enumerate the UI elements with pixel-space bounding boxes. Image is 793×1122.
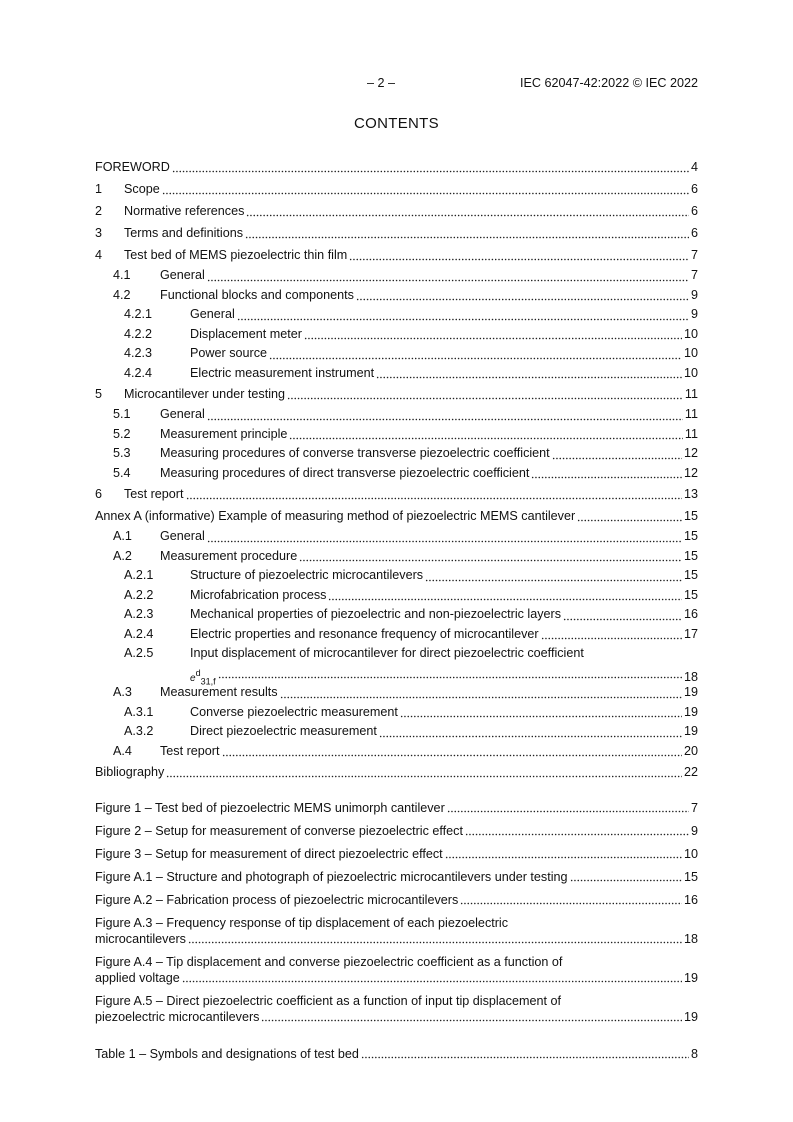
- toc-entry-title: Structure of piezoelectric microcantilevers: [190, 568, 424, 582]
- toc-entry-page: 6: [690, 204, 698, 218]
- toc-entry-title: Measuring procedures of converse transverse piezoelectric coefficient: [160, 446, 550, 460]
- leader-dots: [379, 722, 682, 742]
- leader-dots: [207, 405, 683, 425]
- toc-entry-page: 15: [683, 568, 698, 582]
- toc-entry-number: 1: [95, 182, 103, 196]
- toc-entry[interactable]: [95, 547, 698, 567]
- leader-dots: [218, 664, 682, 684]
- toc-entry-number: A.2.2: [124, 587, 154, 602]
- leader-dots: [289, 425, 683, 445]
- toc-entry[interactable]: [95, 625, 698, 645]
- toc-entry-page: 6: [690, 182, 698, 196]
- leader-dots: [207, 527, 682, 547]
- toc-entry-page: 7: [690, 248, 698, 262]
- list-of-figures: [95, 800, 698, 1032]
- figure-entry[interactable]: [95, 869, 698, 885]
- toc-entry-title: Measurement principle: [160, 426, 288, 441]
- toc-entry-title: Test report: [124, 487, 184, 501]
- toc-entry-page: 15: [683, 529, 698, 543]
- toc-entry[interactable]: [95, 722, 698, 742]
- toc-entry-page: 15: [683, 509, 698, 523]
- toc-entry-page: 20: [683, 743, 698, 758]
- figure-entry-title: piezoelectric microcantilevers: [95, 1010, 260, 1024]
- toc-entry-page: 22: [683, 765, 698, 779]
- toc-entry[interactable]: [95, 566, 698, 586]
- toc-entry[interactable]: [95, 244, 698, 266]
- leader-dots: [425, 566, 682, 586]
- toc-entry[interactable]: [95, 286, 698, 306]
- leader-dots: [552, 444, 682, 464]
- figure-entry-page: 9: [690, 824, 698, 838]
- toc-entry-number: A.2.1: [124, 568, 154, 582]
- leader-dots: [541, 625, 682, 645]
- toc-entry-wrapped: [190, 644, 698, 687]
- leader-dots: [445, 846, 682, 862]
- figure-entry-page: 15: [683, 870, 698, 884]
- toc-entry[interactable]: [95, 425, 698, 445]
- toc-entry-title: Displacement meter: [190, 326, 302, 341]
- toc-entry[interactable]: [95, 344, 698, 364]
- toc-entry-number: 5.4: [113, 465, 131, 480]
- figure-entry-page: 19: [683, 971, 698, 985]
- toc-entry-number: A.1: [113, 529, 132, 543]
- toc-entry-title: General: [160, 268, 205, 282]
- toc-entry-title: Annex A (informative) Example of measuring method of piezoelectric MEMS cantilever: [95, 509, 576, 523]
- toc-entry-page: 10: [683, 326, 698, 341]
- toc-entry[interactable]: [95, 178, 698, 200]
- toc-entry-page: 17: [683, 626, 698, 641]
- toc-entry[interactable]: [95, 644, 698, 687]
- page-title: CONTENTS: [354, 115, 439, 132]
- toc-entry[interactable]: [95, 742, 698, 762]
- toc-entry-title: Electric measurement instrument: [190, 365, 375, 380]
- figure-entry[interactable]: [95, 954, 698, 986]
- toc-entry-number: 4.2: [113, 287, 131, 302]
- figure-entry-title: Figure A.4 – Tip displacement and converse piezoelectric coefficient as a function of: [95, 955, 563, 969]
- leader-dots: [570, 869, 682, 885]
- toc-entry-number: 4.2.3: [124, 346, 153, 360]
- figure-entry-title: Figure A.3 – Frequency response of tip displacement of each piezoelectric: [95, 916, 509, 930]
- toc-entry-page: 19: [683, 704, 698, 719]
- toc-entry-number: A.4: [113, 743, 132, 758]
- table-entry[interactable]: [95, 1046, 698, 1062]
- toc-entry-page: 7: [690, 268, 698, 282]
- leader-dots: [531, 464, 682, 484]
- figure-entry-line: [95, 915, 698, 931]
- figure-entry-title: microcantilevers: [95, 932, 186, 946]
- toc-entry-title: Input displacement of microcantilever for direct piezoelectric coefficient: [190, 646, 584, 660]
- figure-entry-line: [95, 1009, 698, 1025]
- toc-entry-number: 4: [95, 248, 103, 262]
- leader-dots: [447, 800, 689, 816]
- toc-entry-title: FOREWORD: [95, 160, 170, 174]
- leader-dots: [356, 286, 689, 306]
- leader-dots: [280, 683, 682, 703]
- toc-entry-page: 18: [683, 669, 698, 684]
- figure-entry-title: Figure A.2 – Fabrication process of piezoelectric microcantilevers: [95, 893, 459, 907]
- leader-dots: [465, 823, 689, 839]
- toc-entry-title: General: [190, 307, 235, 321]
- toc-entry-page: 19: [683, 685, 698, 699]
- toc-entry-title: Test bed of MEMS piezoelectric thin film: [124, 248, 348, 262]
- figure-entry[interactable]: [95, 823, 698, 839]
- figure-entry-page: 7: [690, 801, 698, 815]
- figure-entry-page: 16: [683, 893, 698, 907]
- figure-entry[interactable]: [95, 892, 698, 908]
- toc-entry[interactable]: [95, 586, 698, 606]
- toc-entry-page: 15: [683, 587, 698, 602]
- toc-entry-title: Microcantilever under testing: [124, 387, 285, 401]
- toc-entry-title: Electric properties and resonance frequency of microcantilever: [190, 626, 539, 641]
- toc-entry-number: 5: [95, 387, 103, 401]
- leader-dots: [460, 892, 682, 908]
- leader-dots: [186, 483, 682, 505]
- toc-entry-title: Measuring procedures of direct transverse piezoelectric coefficient: [160, 465, 530, 480]
- toc-entry-number: 6: [95, 487, 103, 501]
- list-of-tables: [95, 1046, 698, 1069]
- figure-entry-line: [95, 892, 698, 908]
- toc-entry[interactable]: [95, 464, 698, 484]
- figure-entry-page: 10: [683, 847, 698, 861]
- toc-entry-page: 10: [683, 365, 698, 380]
- toc-entry-page: 4: [690, 160, 698, 174]
- leader-dots: [182, 970, 682, 986]
- figure-entry-line: [95, 931, 698, 947]
- figure-entry[interactable]: [95, 915, 698, 947]
- toc-entry-number: 4.1: [113, 268, 131, 282]
- toc-entry-page: 13: [683, 487, 698, 501]
- symbol-base: e: [190, 672, 196, 684]
- toc-entry-page: 15: [683, 548, 698, 563]
- toc-entry-number: A.3.1: [124, 704, 154, 719]
- figure-entry-page: 18: [683, 932, 698, 946]
- toc-entry-line2: [190, 664, 698, 687]
- figure-entry[interactable]: [95, 846, 698, 862]
- toc-entry[interactable]: [95, 527, 698, 547]
- toc-entry[interactable]: [95, 266, 698, 286]
- leader-dots: [188, 931, 682, 947]
- leader-dots: [222, 742, 682, 762]
- figure-entry-title: Figure A.5 – Direct piezoelectric coefficient as a function of input tip displacement of: [95, 994, 561, 1008]
- toc-entry-number: A.3.2: [124, 724, 154, 738]
- leader-dots: [172, 156, 689, 178]
- toc-entry-page: 9: [690, 287, 698, 302]
- toc-entry[interactable]: [95, 683, 698, 703]
- toc-entry-page: 16: [683, 607, 698, 621]
- toc-entry-title: General: [160, 529, 205, 543]
- table-entry-title: Table 1 – Symbols and designations of test bed: [95, 1047, 359, 1061]
- toc-entry[interactable]: [95, 364, 698, 384]
- toc-entry-title: Direct piezoelectric measurement: [190, 724, 377, 738]
- toc-entry-title: Normative references: [124, 204, 245, 218]
- toc-entry-page: 19: [683, 724, 698, 738]
- toc-entry-number: 3: [95, 226, 103, 240]
- figure-entry-line: [95, 846, 698, 862]
- toc-entry-title: Functional blocks and components: [160, 287, 354, 302]
- symbol-sub: 31,f: [200, 676, 216, 687]
- figure-entry-line: [95, 823, 698, 839]
- leader-dots: [563, 605, 682, 625]
- leader-dots: [287, 383, 683, 405]
- figure-entry-title: Figure 1 – Test bed of piezoelectric MEMS unimorph cantilever: [95, 801, 445, 815]
- figure-entry-line: [95, 869, 698, 885]
- toc-entry-number: 5.1: [113, 407, 131, 421]
- leader-dots: [162, 178, 689, 200]
- leader-dots: [299, 547, 682, 567]
- toc-entry-number: A.3: [113, 685, 132, 699]
- figure-entry-title: Figure 3 – Setup for measurement of direct piezoelectric effect: [95, 847, 443, 861]
- toc-entry-title: Microfabrication process: [190, 587, 327, 602]
- table-entry-line: [95, 1046, 698, 1062]
- toc-entry-title: Power source: [190, 346, 267, 360]
- leader-dots: [376, 364, 682, 384]
- toc-entry-number: 5.2: [113, 426, 131, 441]
- toc-entry[interactable]: [95, 405, 698, 425]
- toc-entry-page: 11: [684, 426, 698, 441]
- toc-entry[interactable]: [95, 761, 698, 783]
- toc-entry[interactable]: [95, 305, 698, 325]
- toc-entry-number: 5.3: [113, 446, 131, 460]
- leader-dots: [246, 200, 689, 222]
- toc-entry-page: 9: [690, 307, 698, 321]
- toc-entry-number: 2: [95, 204, 103, 218]
- document-reference: IEC 62047-42:2022 © IEC 2022: [519, 76, 698, 90]
- toc-entry-title: Test report: [160, 743, 220, 758]
- toc-entry[interactable]: [95, 505, 698, 527]
- toc-entry-page: 10: [683, 346, 698, 360]
- symbol-sup: d: [195, 667, 201, 678]
- figure-entry-line: [95, 954, 698, 970]
- toc-entry-number: A.2: [113, 548, 132, 563]
- toc-entry-title: Terms and definitions: [124, 226, 244, 240]
- toc-entry-page: 12: [683, 465, 698, 480]
- leader-dots: [577, 505, 682, 527]
- toc-entry[interactable]: [95, 200, 698, 222]
- toc-entry[interactable]: [95, 383, 698, 405]
- toc-entry[interactable]: [95, 483, 698, 505]
- leader-dots: [166, 761, 682, 783]
- toc-entry[interactable]: [95, 703, 698, 723]
- toc-entry-page: 11: [684, 407, 698, 421]
- toc-entry[interactable]: [95, 156, 698, 178]
- toc-entry-title: Mechanical properties of piezoelectric and non-piezoelectric layers: [190, 607, 562, 621]
- toc-entry-number: 4.2.2: [124, 326, 153, 341]
- figure-entry-page: 19: [683, 1010, 698, 1024]
- toc-entry[interactable]: [95, 222, 698, 244]
- leader-dots: [261, 1009, 682, 1025]
- toc-entry-number: A.2.5: [124, 646, 154, 660]
- leader-dots: [361, 1046, 689, 1062]
- leader-dots: [245, 222, 689, 244]
- toc-entry-title: Measurement results: [160, 685, 278, 699]
- toc-entry-page: 12: [683, 446, 698, 460]
- toc-entry-page: 6: [690, 226, 698, 240]
- toc-entry-number: A.2.3: [124, 607, 154, 621]
- leader-dots: [237, 305, 689, 325]
- toc-entry[interactable]: [95, 605, 698, 625]
- figure-entry[interactable]: [95, 993, 698, 1025]
- leader-dots: [400, 703, 682, 723]
- toc-entry-number: 4.2.4: [124, 365, 153, 380]
- table-of-contents: [95, 156, 698, 783]
- figure-entry-line: [95, 800, 698, 816]
- toc-entry-title: Measurement procedure: [160, 548, 298, 563]
- toc-entry-number: 4.2.1: [124, 307, 153, 321]
- figure-entry-title: applied voltage: [95, 971, 180, 985]
- figure-entry-line: [95, 993, 698, 1009]
- toc-entry[interactable]: [95, 444, 698, 464]
- figure-entry-title: Figure 2 – Setup for measurement of converse piezoelectric effect: [95, 824, 463, 838]
- leader-dots: [269, 344, 682, 364]
- table-entry-page: 8: [690, 1047, 698, 1061]
- toc-entry-page: 11: [684, 387, 698, 401]
- toc-entry-title: General: [160, 407, 205, 421]
- figure-entry-title: Figure A.1 – Structure and photograph of piezoelectric microcantilevers under testing: [95, 870, 568, 884]
- leader-dots: [304, 325, 682, 345]
- toc-entry-title: Converse piezoelectric measurement: [190, 704, 398, 719]
- leader-dots: [207, 266, 689, 286]
- toc-entry-title: Bibliography: [95, 765, 165, 779]
- toc-entry-number: A.2.4: [124, 626, 154, 641]
- page-number: – 2 –: [367, 76, 396, 90]
- figure-entry[interactable]: [95, 800, 698, 816]
- figure-entry-line: [95, 970, 698, 986]
- toc-entry[interactable]: [95, 325, 698, 345]
- leader-dots: [328, 586, 682, 606]
- leader-dots: [349, 244, 689, 266]
- toc-entry-title: Scope: [124, 182, 160, 196]
